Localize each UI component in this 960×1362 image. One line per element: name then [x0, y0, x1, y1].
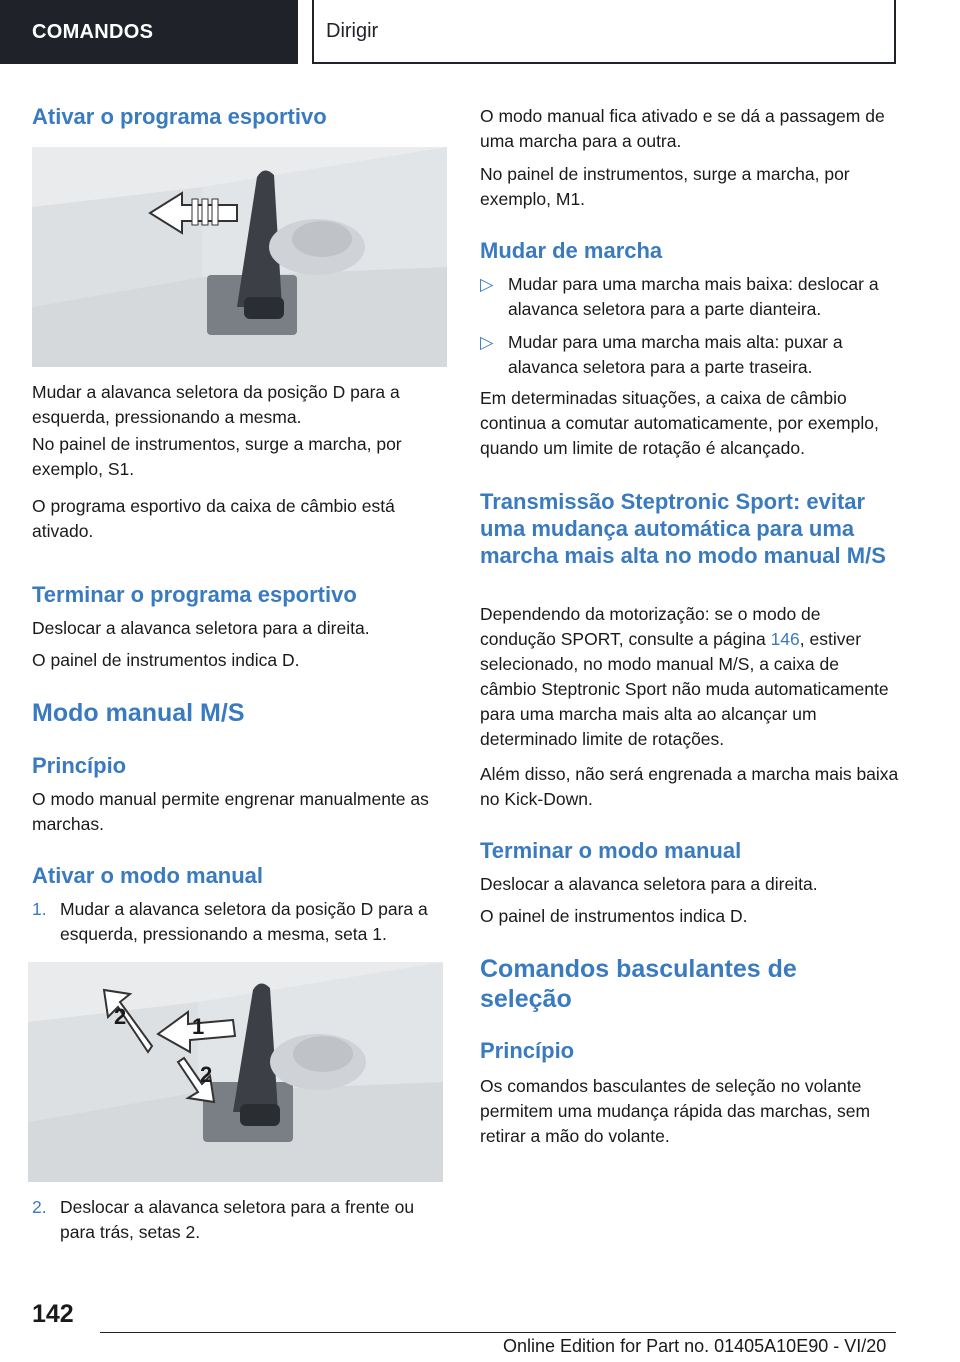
text-determinadas-situacoes: Em determinadas situações, a caixa de câmbio continua a comutar automaticamente, por exemplo, quando um limite de rotação é alcançado. [480, 388, 879, 458]
arrow-label-2-bottom: 2 [200, 1062, 213, 1087]
page-reference-link[interactable]: 146 [770, 629, 800, 649]
arrow-label-2-top: 2 [114, 1004, 127, 1029]
text-deslocar-direita: Deslocar a alavanca seletora para a direita. [480, 874, 818, 894]
bullet-triangle-icon: ▷ [480, 274, 494, 294]
bullet-marcha-alta [480, 330, 900, 380]
figure-gear-selector-arrows [28, 962, 443, 1182]
text-modo-manual-permite: O modo manual permite engrenar manualmente as marchas. [32, 789, 429, 834]
figure-gear-selector-left [32, 147, 447, 367]
footer-divider [100, 1332, 896, 1333]
text-painel-indica-d: O painel de instrumentos indica D. [480, 906, 748, 926]
text-kick-down: Além disso, não será engrenada a marcha mais baixa no Kick-Down. [480, 764, 899, 809]
arrow-label-1: 1 [192, 1014, 205, 1039]
text-dependendo-motorizacao [480, 602, 900, 752]
heading-comandos-basculantes: Comandos basculantes de seleção [480, 955, 797, 1013]
heading-modo-manual: Modo manual M/S [32, 699, 245, 727]
text-painel-m1: No painel de instrumentos, surge a marcha, por exemplo, M1. [480, 164, 850, 209]
step-text: Mudar a alavanca seletora da posição D para a esquerda, pressionando a mesma, seta 1. [60, 899, 428, 944]
bullet-text: Mudar para uma marcha mais baixa: deslocar a alavanca seletora para a parte dianteira. [508, 274, 879, 319]
text-modo-manual-ativado: O modo manual fica ativado e se dá a passagem de uma marcha para a outra. [480, 106, 885, 151]
edition-label: Online Edition for Part no. 01405A10E90 - VI/20 [503, 1336, 887, 1356]
section-title: COMANDOS [32, 20, 154, 43]
text-painel-s1: No painel de instrumentos, surge a marcha, por exemplo, S1. [32, 434, 402, 479]
bullet-triangle-icon: ▷ [480, 332, 494, 352]
step-number: 1. [32, 899, 47, 919]
heading-ativar-modo-manual: Ativar o modo manual [32, 863, 264, 888]
chapter-title: Dirigir [326, 19, 379, 42]
heading-principio: Princípio [32, 753, 127, 778]
text-part-a: Dependendo da motorização: se o modo de condução SPORT, consulte a página [480, 604, 821, 649]
text-deslocar-direita: Deslocar a alavanca seletora para a direita. [32, 618, 370, 638]
page-number: 142 [32, 1300, 74, 1328]
bullet-marcha-baixa [480, 272, 900, 322]
text-comandos-basculantes: Os comandos basculantes de seleção no volante permitem uma mudança rápida das marchas, sem retirar a mão do volante. [480, 1076, 871, 1146]
gear-selector-arrows-illustration [28, 962, 443, 1182]
step-2 [32, 1195, 442, 1245]
text-mudar-alavanca: Mudar a alavanca seletora da posição D para a esquerda, pressionando a mesma. [32, 382, 400, 427]
heading-principio: Princípio [480, 1038, 575, 1063]
heading-transmissao-steptronic: Transmissão Steptronic Sport: evitar uma mudança automática para uma marcha mais alta no modo manual M/S [480, 489, 886, 568]
text-esportivo-ativado: O programa esportivo da caixa de câmbio está ativado. [32, 496, 395, 541]
heading-mudar-de-marcha: Mudar de marcha [480, 238, 663, 263]
section-tab [0, 0, 298, 64]
text-part-b: , estiver selecionado, no modo manual M/S, a caixa de câmbio Steptronic Sport não muda automaticamente para uma marcha mais alta ao alcançar um determinado limite de rotações. [480, 629, 889, 749]
text-painel-indica-d: O painel de instrumentos indica D. [32, 650, 300, 670]
step-number: 2. [32, 1197, 47, 1217]
heading-terminar-programa-esportivo: Terminar o programa esportivo [32, 582, 357, 607]
step-1 [32, 897, 442, 947]
step-text: Deslocar a alavanca seletora para a frente ou para trás, setas 2. [60, 1197, 415, 1242]
gear-selector-illustration [32, 147, 447, 367]
chapter-tab [312, 0, 896, 64]
heading-terminar-modo-manual: Terminar o modo manual [480, 838, 742, 863]
heading-ativar-programa-esportivo: Ativar o programa esportivo [32, 104, 327, 129]
bullet-text: Mudar para uma marcha mais alta: puxar a alavanca seletora para a parte traseira. [508, 332, 843, 377]
